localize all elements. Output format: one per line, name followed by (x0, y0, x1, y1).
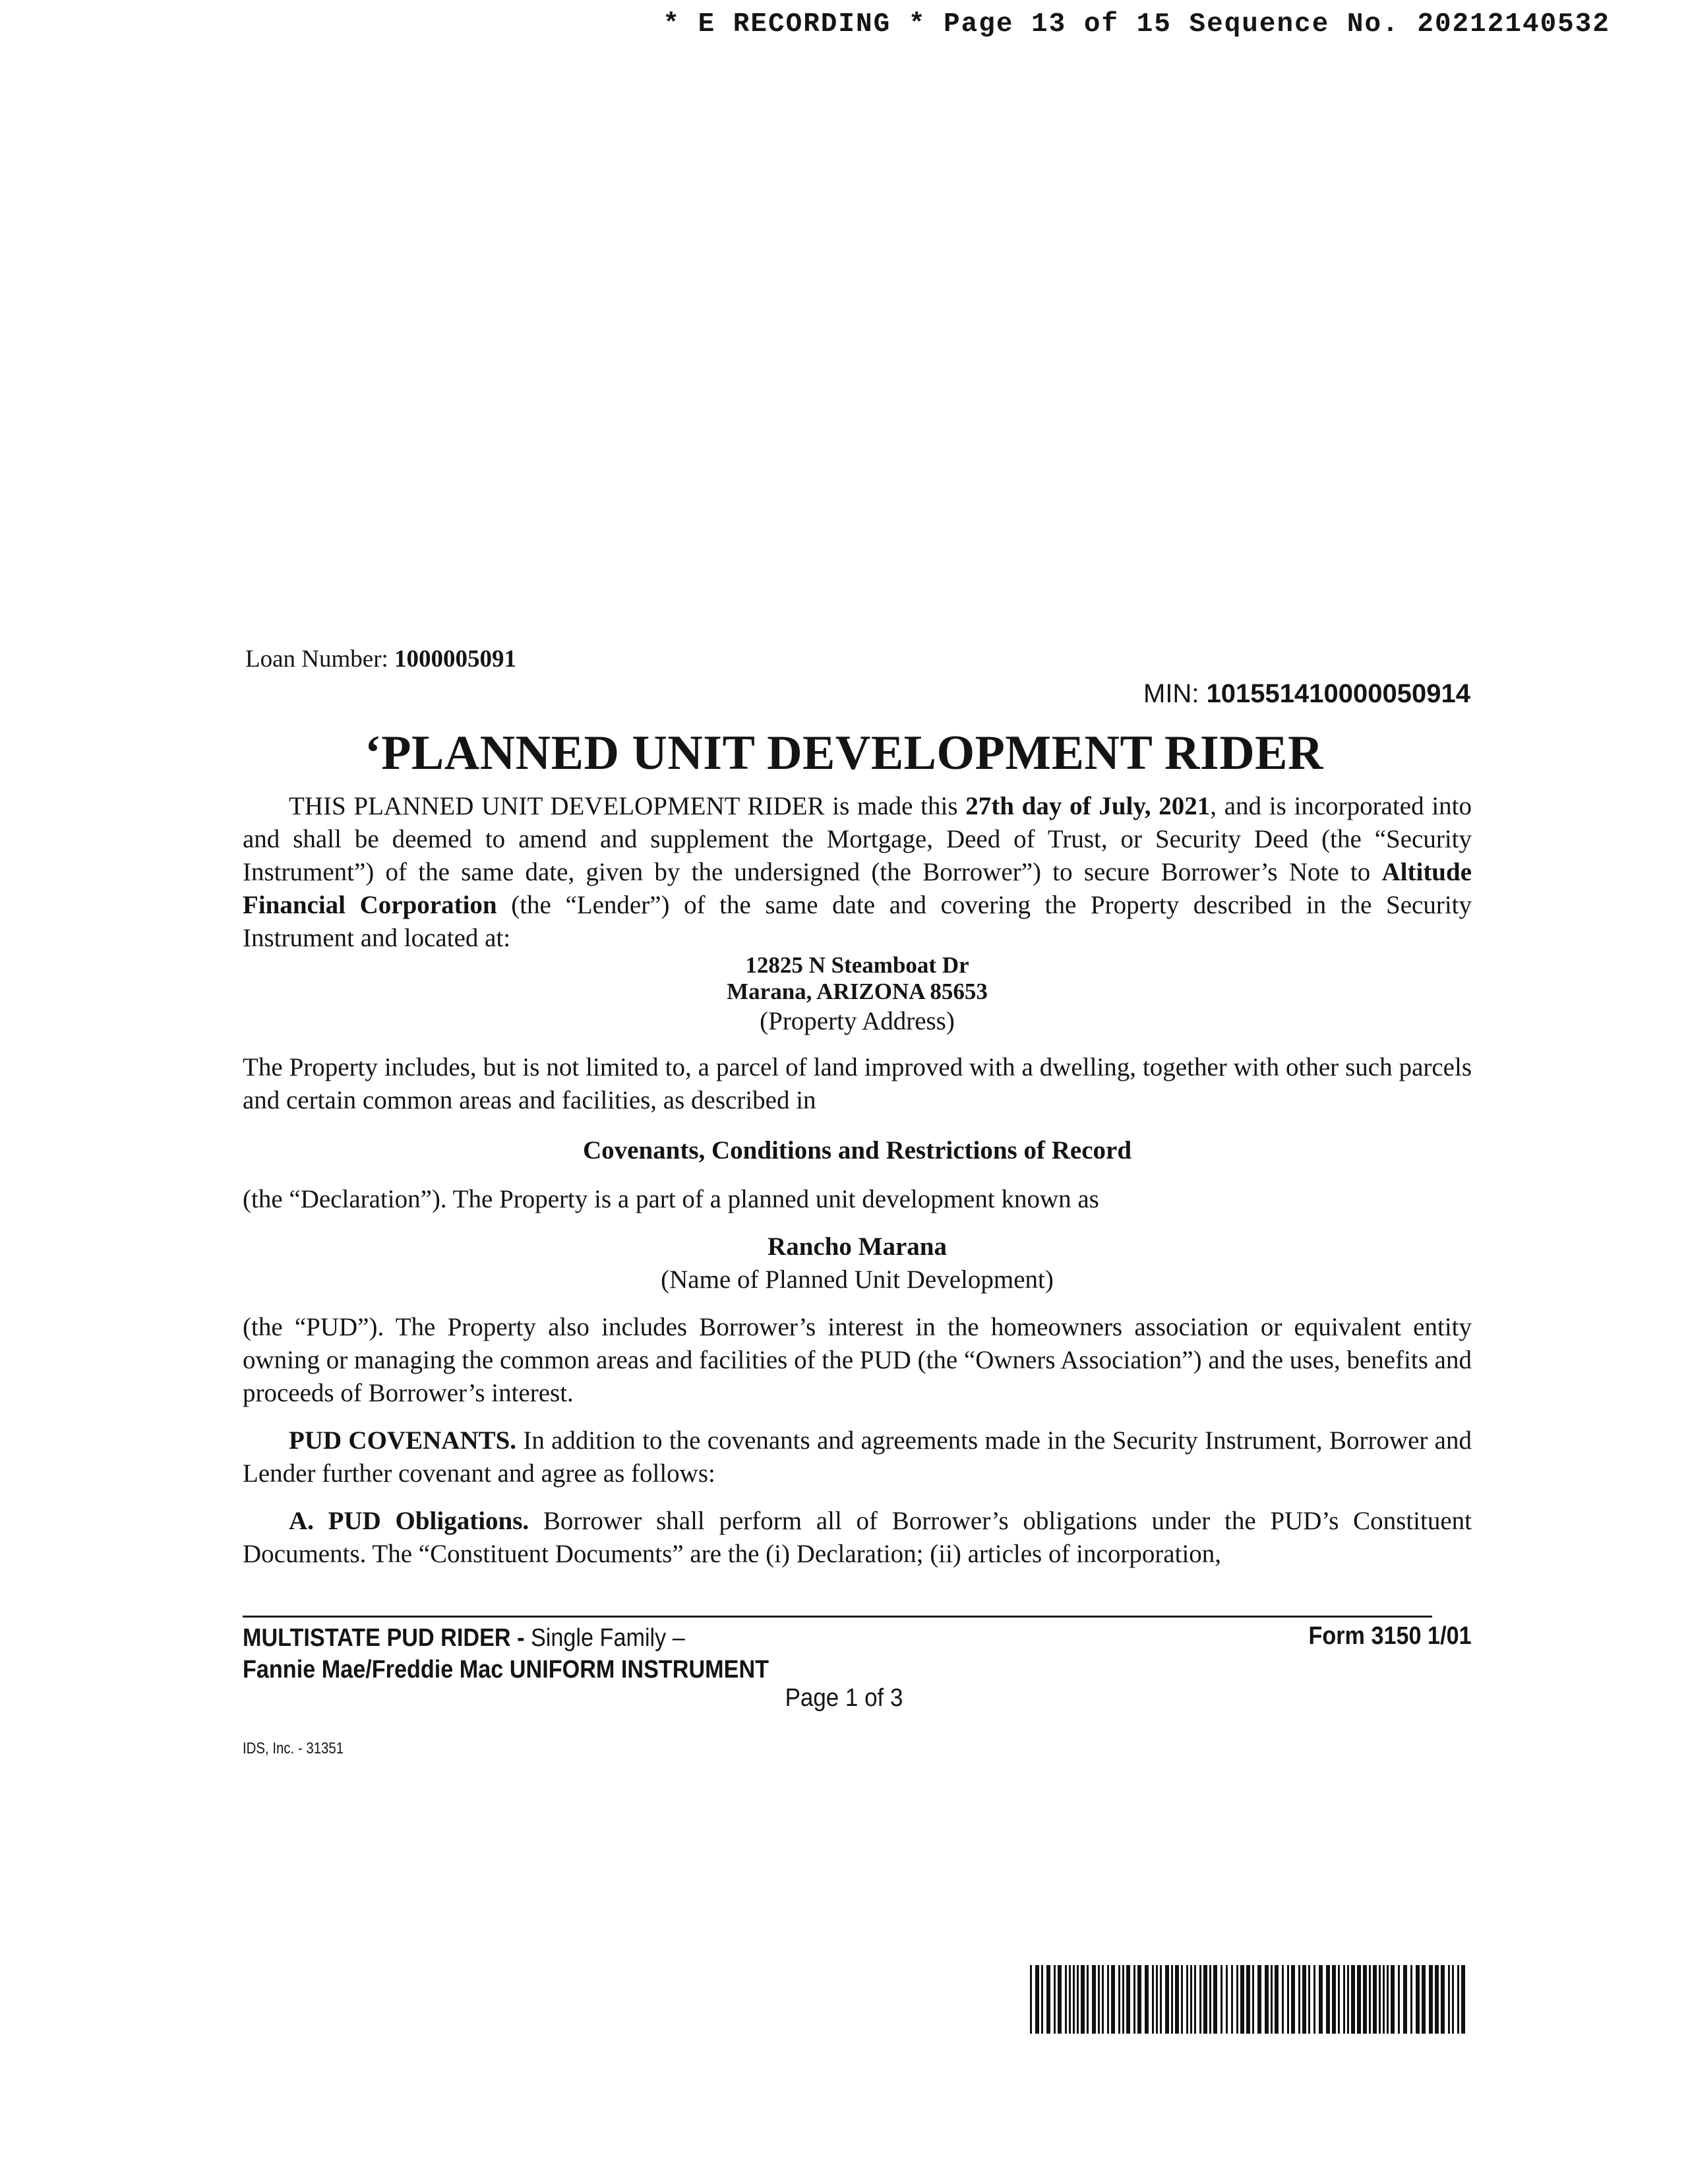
pud-covenants-text: In addition to the covenants and agreements made in the Security Instrument, Borrower and Lender further covenant and agree as follows: (243, 1426, 1472, 1488)
barcode-image (1030, 1965, 1465, 2034)
min-line (1143, 679, 1470, 709)
pud-covenants-heading: PUD COVENANTS. (289, 1426, 517, 1455)
pud-name: Rancho Marana (768, 1232, 947, 1261)
min-label: MIN: (1143, 679, 1199, 708)
property-includes-paragraph: The Property includes, but is not limited to, a parcel of land improved with a dwelling, together with other such parcels and certain common areas and facilities, as described in (243, 1053, 1472, 1114)
footer-line-2: Fannie Mae/Freddie Mac UNIFORM INSTRUMENT (243, 1656, 769, 1684)
footer-family-type: Single Family – (530, 1624, 685, 1652)
property-address-caption: (Property Address) (760, 1007, 955, 1035)
footer-form-number: Form 3150 1/01 (1308, 1622, 1472, 1650)
intro-part2: , and is incorporated into and shall be deemed to amend and supplement the Mortgage, Deed of Trust, or Security Deed (the “Security Instrument”) of the same date, given by the undersigned (the Borrower”) to secure Borrower’s Note to (243, 792, 1472, 886)
pud-covenants-paragraph (243, 1424, 1472, 1490)
pud-name-caption: (Name of Planned Unit Development) (661, 1265, 1054, 1294)
ids-form-code: IDS, Inc. - 31351 (243, 1740, 344, 1757)
footer-form-title (243, 1622, 769, 1685)
footer-line-1 (243, 1622, 769, 1654)
min-value: 101551410000050914 (1206, 679, 1470, 708)
footer-divider (243, 1616, 1432, 1618)
intro-part1: THIS PLANNED UNIT DEVELOPMENT RIDER is made this (289, 792, 966, 820)
document-title: ‘PLANNED UNIT DEVELOPMENT RIDER (365, 726, 1323, 780)
pud-obligations-heading: A. PUD Obligations. (289, 1507, 529, 1535)
lender-name: Altitude Financial Corporation (243, 858, 1472, 919)
intro-paragraph (243, 790, 1472, 955)
declaration-paragraph: (the “Declaration”). The Property is a part of a planned unit development known as (243, 1185, 1099, 1213)
footer-rider-name: MULTISTATE PUD RIDER - (243, 1624, 531, 1652)
intro-part3: (the “Lender”) of the same date and covering the Property described in the Security Instrument and located at: (243, 891, 1472, 952)
pud-obligations-text: Borrower shall perform all of Borrower’s obligations under the PUD’s Constituent Documents. The “Constituent Documents” are the (i) Declaration; (ii) articles of incorporation, (243, 1507, 1472, 1568)
recording-header: * E RECORDING * Page 13 of 15 Sequence No. 20212140532 (663, 9, 1610, 40)
loan-number-line (245, 645, 516, 673)
pud-paragraph: (the “PUD”). The Property also includes Borrower’s interest in the homeowners association or equivalent entity owning or managing the common areas and facilities of the PUD (the “Owners Association”) and the uses, benefits and proceeds of Borrower’s interest. (243, 1313, 1472, 1407)
declaration-title: Covenants, Conditions and Restrictions of Record (582, 1136, 1132, 1165)
pud-obligations-paragraph (243, 1505, 1472, 1571)
rider-date: 27th day of July, 2021 (965, 792, 1211, 820)
loan-number-value: 1000005091 (394, 646, 517, 673)
loan-number-label: Loan Number: (245, 646, 388, 673)
property-street: 12825 N Steamboat Dr (745, 952, 969, 978)
page-number: Page 1 of 3 (785, 1684, 903, 1712)
property-city-state-zip: Marana, ARIZONA 85653 (727, 979, 988, 1004)
